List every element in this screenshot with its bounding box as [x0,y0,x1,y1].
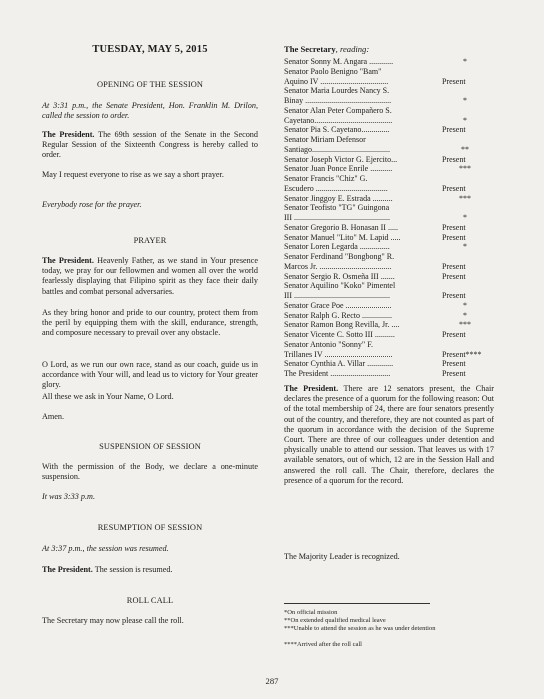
roll-call-row [284,223,494,233]
roll-call-row [284,164,494,174]
heading-suspension: SUSPENSION OF SESSION [99,442,201,451]
senator-name: The President .............................. [284,369,391,378]
attendance-status: Present [442,76,466,86]
roll-call-row [284,67,494,77]
attendance-status: Present [442,271,466,281]
footnote-3: ***Unable to attend the session as he was under detention [284,625,436,632]
attendance-status: Present [442,222,466,232]
senator-name: Senator Juan Ponce Enrile ........... [284,164,393,174]
senator-name: Senator Pia S. Cayetano.............. [284,125,390,135]
senator-name: Senator Ferdinand "Bongbong" R. [284,252,395,261]
attendance-status: *** [459,193,471,203]
senator-name: Senator Manuel "Lito" M. Lapid ..... [284,232,401,242]
attendance-status: * [463,96,467,105]
attendance-status: *** [459,164,471,174]
attendance-status: Present [442,183,466,193]
attendance-status: Present [442,291,466,300]
roll-call-row [284,330,494,340]
senator-name: Senator Miriam Defensor [284,135,366,144]
senator-name: Trillanes IV .................................. [284,349,393,359]
attendance-status: Present**** [442,349,482,359]
roll-call-row [284,116,494,126]
senator-name: Senator Teofisto "TG" Guingona [284,203,390,213]
attendance-status: ** [461,144,469,154]
paragraph-call-roll: The Secretary may now please call the roll. [42,616,184,625]
roll-call-row [284,301,494,311]
roll-call-row [284,252,494,262]
attendance-status: * [463,115,467,125]
roll-call-row [284,320,494,330]
paragraph-quorum [284,384,494,486]
roll-call-row [284,369,494,379]
senator-name: Senator Francis "Chiz" G. [284,174,368,183]
roll-call-row [284,155,494,165]
attendance-status: Present [442,261,466,271]
footnote-4: ****Arrived after the roll call [284,641,362,648]
roll-call-row [284,262,494,272]
attendance-status: * [463,300,467,310]
roll-call-row [284,194,494,204]
senator-name: Santiago....................................... [284,144,390,154]
roll-call-row [284,272,494,282]
secretary-reading-label [284,44,369,54]
roll-call-row [284,106,494,116]
senator-name: Cayetano....................................... [284,115,393,125]
senator-name: Senator Aquilino "Koko" Pimentel [284,281,396,291]
attendance-status: Present [442,369,466,378]
senator-name: Escudero .................................... [284,183,388,193]
paragraph-prayer-2: As they bring honor and pride to our country, protect them from the peril by equipping them with the skill, endurance, strength, and composure necessary to prevail over any obstacle. [42,308,258,338]
speech-text: The 69th session of the Senate in the Second Regular Session of the Sixteenth Congress is hereby called to order. [42,130,258,160]
roll-call-row [284,311,494,321]
footnote-1: *On official mission [284,609,338,616]
paragraph-time-suspended: It was 3:33 p.m. [42,492,95,501]
heading-prayer: PRAYER [133,236,167,245]
paragraph-prayer-4: All these we ask in Your Name, O Lord. [42,392,174,401]
speech-text: There are 12 senators present, the Chair declares the presence of a quorum for the following reason: Out of the total membership of 24, there are four senators presently out of the country, and therefore, they are not counted as part of the quorum in accordance with the decision of the Supreme Court. There are three of our colleagues under detention and physically unable to attend our session. That leaves us with 17 available senators, out of which, 12 are in the Session Hall and answered the roll call. The Chair, therefore, declares the presence of a quorum for the record. [284,384,494,485]
roll-call-row [284,213,494,223]
attendance-status: * [463,242,467,252]
paragraph-session-resumed [42,565,258,575]
roll-call-row [284,359,494,369]
speaker-label: The President. [42,256,94,265]
speech-text: The session is resumed. [92,565,173,574]
attendance-status: Present [442,330,466,339]
senator-name: Senator Sergio R. Osmeña III ....... [284,271,395,281]
footnote-2: **On extended qualified medical leave [284,617,386,624]
roll-call-row [284,57,494,67]
paragraph-call-to-order: At 3:31 p.m., the Senate President, Hon. Franklin M. Drilon, called the session to order. [42,101,258,121]
heading-roll-call: ROLL CALL [126,596,174,605]
paragraph-prayer-3: O Lord, as we run our own race, stand as our coach, guide us in accordance with Your will, and lead us to victory for Your greater glory. [42,360,258,390]
senator-name: Senator Joseph Victor G. Ejercito... [284,154,398,164]
senator-name: Senator Jinggoy E. Estrada .......... [284,193,393,203]
paragraph-president-opening [42,130,258,161]
speech-text: Heavenly Father, as we stand in Your presence today, we pray for our fellowmen and women all over the world fearlessly displaying that Filipino spirit as they face their daily battles and combat personal adversaries. [42,256,258,296]
senator-name: Senator Maria Lourdes Nancy S. [284,86,390,96]
speaker-label: The President. [42,565,93,574]
paragraph-majority-leader: The Majority Leader is recognized. [284,552,400,561]
paragraph-suspension: With the permission of the Body, we declare a one-minute suspension. [42,462,258,482]
paragraph-resumed: At 3:37 p.m., the session was resumed. [42,544,169,553]
roll-call-row [284,77,494,87]
roll-call-row [284,203,494,213]
senator-name: Senator Vicente C. Sotto III .......... [284,330,395,339]
roll-call-row [284,242,494,252]
roll-call-row [284,281,494,291]
senator-name: Senator Gregorio B. Honasan II ..... [284,222,398,232]
page-number: 287 [265,676,279,686]
paragraph-everybody-rose: Everybody rose for the prayer. [42,200,142,209]
senator-name: Senator Cynthia A. Villar ............. [284,359,394,369]
attendance-status: Present [442,232,466,242]
roll-call-row [284,86,494,96]
senator-name: Marcos Jr. .................................... [284,261,392,271]
senator-name: Senator Alan Peter Compañero S. [284,105,392,115]
roll-call-row [284,96,494,106]
senator-name: III ................................................ [284,213,390,222]
roll-call-row [284,291,494,301]
senator-name: Binay ........................................... [284,96,392,105]
roll-call-list [284,57,494,379]
roll-call-row [284,125,494,135]
heading-opening: OPENING OF THE SESSION [96,80,204,89]
paragraph-prayer-1 [42,256,258,297]
senator-name: Senator Paolo Benigno "Bam" [284,66,382,76]
senator-name: Senator Ramon Bong Revilla, Jr. .... [284,320,400,330]
roll-call-row [284,233,494,243]
senator-name: Senator Sonny M. Angara ............ [284,57,394,66]
attendance-status: Present [442,154,466,164]
heading-resumption: RESUMPTION OF SESSION [97,523,203,532]
attendance-status: Present [442,125,466,135]
senator-name: Senator Grace Poe ....................... [284,300,392,310]
attendance-status: *** [459,320,471,330]
attendance-status: * [463,213,467,222]
senator-name: III ................................................ [284,291,390,300]
speaker-label: The Secretary [284,44,336,54]
senator-name: Senator Loren Legarda ............... [284,242,390,252]
footnote-divider [284,603,430,604]
roll-call-row [284,145,494,155]
roll-call-row [284,135,494,145]
senator-name: Aquino IV .................................. [284,76,389,86]
speaker-label: The President. [284,384,339,393]
senator-name: Senator Ralph G. Recto ............... [284,310,392,320]
roll-call-row [284,174,494,184]
attendance-status: * [463,57,467,66]
attendance-status: * [463,310,467,320]
senator-name: Senator Antonio "Sonny" F. [284,339,374,349]
page-title: TUESDAY, MAY 5, 2015 [92,44,208,55]
attendance-status: Present [442,359,466,369]
paragraph-amen: Amen. [42,412,65,421]
paragraph-rise-request: May I request everyone to rise as we say a short prayer. [42,170,224,179]
speaker-label: The President. [42,130,95,139]
reading-action: , reading: [335,44,370,54]
roll-call-row [284,340,494,350]
roll-call-row [284,350,494,360]
roll-call-row [284,184,494,194]
